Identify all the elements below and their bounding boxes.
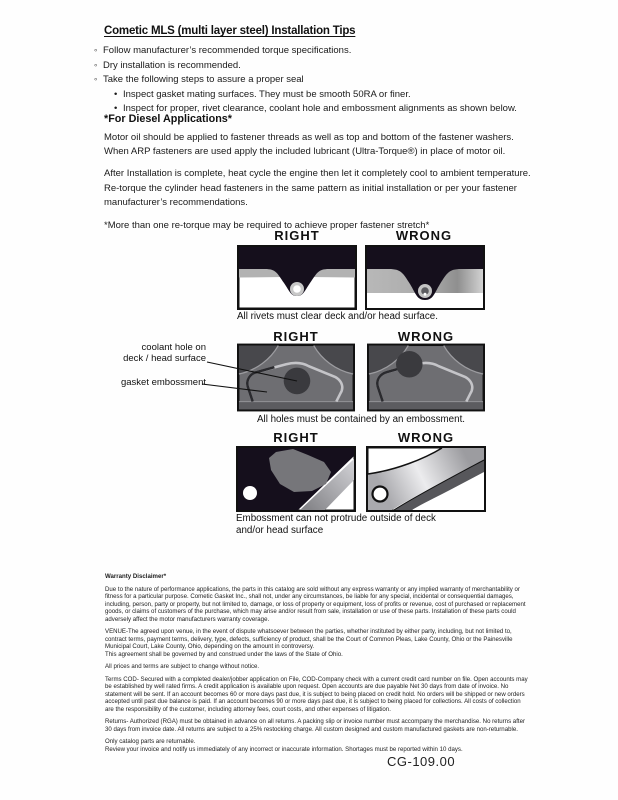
list-item — [94, 59, 544, 74]
diagram-caption — [236, 513, 506, 536]
right-label: RIGHT — [273, 329, 319, 344]
bullet-icon: ◦ — [94, 45, 98, 56]
list-item — [94, 88, 544, 103]
fine-print-paragraph: Due to the nature of performance applications, the parts in this catalog are sold without any express warranty or any implied warranty of merchantability or fitness for a particular purpose. Cometic Gasket Inc., shall not, under any circumstances, be liable for any special, incidental or consequential damages, including, person, party or property, but not limited to, damage, or loss of property or equipment, loss of profits or revenue, cost of purchased or replacement goods, or claims of customers of the purchase, which may arise and/or result from sale, installation or use of these parts. Installation of these parts could adversely affect the motor manufacturers warranty coverage. — [105, 585, 526, 623]
rivet-wrong-diagram — [365, 245, 485, 310]
installation-tips-list — [94, 44, 544, 117]
right-label: RIGHT — [274, 228, 320, 243]
bullet-icon: • — [114, 88, 118, 100]
right-label: RIGHT — [273, 430, 319, 445]
gasket-embossment-label: gasket embossment — [120, 377, 206, 388]
section-heading: *For Diesel Applications* — [104, 113, 232, 125]
hole-wrong-diagram — [367, 343, 485, 412]
tip-text: Take the following steps to assure a proper seal — [103, 74, 304, 85]
diesel-applications-section — [104, 113, 540, 233]
fine-print-paragraph: All prices and terms are subject to change without notice. — [105, 663, 260, 670]
fine-print-paragraph: Review your invoice and notify us immediately of any incorrect or inaccurate information. Shortages must be reported within 10 days. — [105, 745, 463, 753]
warranty-heading: Warranty Disclaimer* — [105, 573, 167, 580]
embossment-wrong-diagram — [366, 446, 486, 512]
bullet-icon: ◦ — [94, 59, 98, 71]
fine-print-paragraph: Only catalog parts are returnable. — [105, 738, 196, 745]
warranty-disclaimer-section — [105, 573, 529, 753]
fine-print-paragraph: This agreement shall be governed by and construed under the laws of the State of Ohio. — [105, 650, 343, 658]
wrong-label: WRONG — [395, 228, 453, 243]
bullet-icon: • — [114, 103, 118, 114]
label-line: deck / head surface — [123, 353, 206, 364]
embossment-right-diagram — [236, 446, 356, 512]
diagram-caption: All holes must be contained by an embossment. — [256, 414, 466, 425]
caption-line: and/or head surface — [236, 524, 324, 536]
coolant-hole-label — [100, 342, 206, 364]
page-title: Cometic MLS (multi layer steel) Installation Tips — [104, 25, 356, 37]
wrong-label: WRONG — [397, 329, 455, 344]
bullet-icon: ◦ — [94, 74, 98, 85]
wrong-label: WRONG — [397, 430, 455, 445]
tip-text: Inspect gasket mating surfaces. They must be smooth 50RA or finer. — [123, 88, 411, 100]
list-item — [94, 73, 544, 88]
rivet-right-diagram — [237, 245, 357, 310]
tip-text: Follow manufacturer’s recommended torque specifications. — [103, 45, 352, 56]
fine-print-paragraph: Terms COD- Secured with a completed dealer/jobber application on File, COD-Company check with a current credit card number on file. Open accounts may be established by well rated firms. A credit application is available upon request. Open accounts are due payable Net 30 days from date of invoice. No statement will be sent. If an account becomes 60 or more days past due, it is subject to being placed on credit hold. No orders will be shipped or new orders accepted until past due balance is paid. If an account becomes 90 or more days past due, it is subject to being placed for collections. All costs of collection are the responsibility of the customer, including attorney fees, court costs, and other expenses of litigation. — [105, 675, 528, 713]
tip-text: Inspect for proper, rivet clearance, coolant hole and embossment alignments as shown below. — [123, 103, 517, 114]
diagram-caption: All rivets must clear deck and/or head surface. — [237, 311, 438, 322]
fine-print-paragraph: VENUE-The agreed upon venue, in the event of dispute whatsoever between the parties, whether instituted by either party, including, but not limited to, contract terms, payment terms, delivery, type, defects, sufficiency of product, shall be the Court of Common Pleas, Lake County, Ohio or the Painesville Municipal Court, Lake County, Ohio, depending on the amount in controversy. — [105, 628, 513, 650]
pointer-lines — [195, 340, 310, 402]
label-line: coolant hole on — [141, 342, 206, 353]
fine-print-paragraph: Returns- Authorized (RGA) must be obtained in advance on all returns. A packing slip or invoice number must accompany the merchandise. No returns after 30 days from invoice date. All returns are subject to a 25% restocking charge. All custom designed and custom manufactured gaskets are non-returnable. — [105, 718, 526, 733]
paragraph: Motor oil should be applied to fastener threads as well as top and bottom of the fastener washers. When ARP fasteners are used apply the included lubricant (Ultra-Torque®) in place of motor oil. — [104, 132, 514, 158]
tip-text: Dry installation is recommended. — [103, 59, 241, 71]
page-code: CG-109.00 — [387, 754, 456, 769]
retorque-note: *More than one re-torque may be required to achieve proper fastener stretch* — [104, 220, 430, 232]
caption-line: Embossment can not protrude outside of deck — [236, 513, 436, 524]
paragraph: After Installation is complete, heat cycle the engine then let it completely cool to ambient temperature. Re-torque the cylinder head fasteners in the same pattern as initial installation or per your fastener manufacturer’s recommendations. — [104, 168, 531, 208]
list-item — [94, 44, 544, 59]
